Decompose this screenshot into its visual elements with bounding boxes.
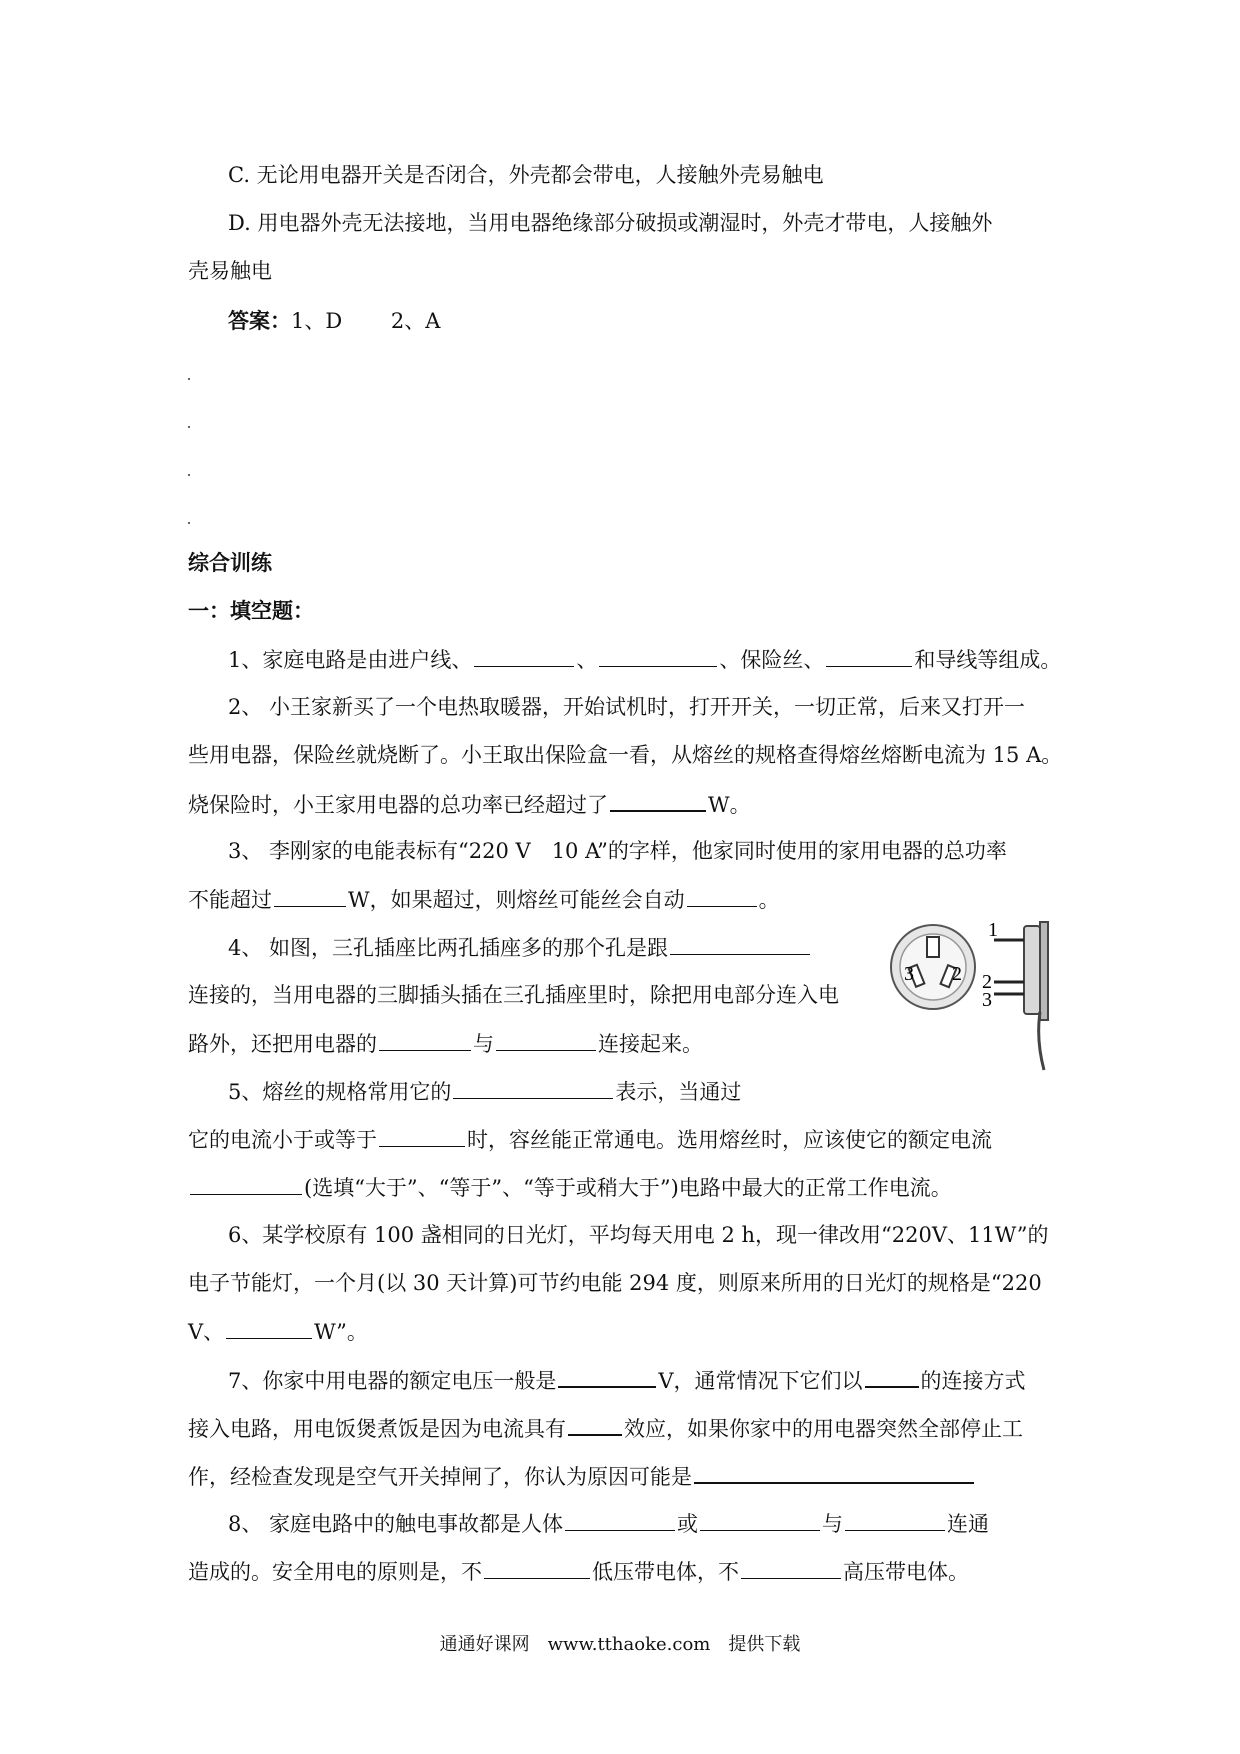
question-5-line2: 它的电流小于或等于 时，容丝能正常通电。选用熔丝时，应该使它的额定电流 <box>188 1124 1058 1155</box>
blank[interactable] <box>496 1028 596 1051</box>
question-7-line3: 作，经检查发现是空气开关掉闸了，你认为原因可能是 <box>188 1460 1058 1492</box>
blank[interactable] <box>687 884 757 907</box>
answer-label: 答案： <box>228 308 291 333</box>
question-2-line3: 烧保险时，小王家用电器的总功率已经超过了 W。 <box>188 788 1058 820</box>
blank[interactable] <box>568 1412 622 1436</box>
blank[interactable] <box>599 644 717 667</box>
question-7-line1: 7、你家中用电器的额定电压一般是 V，通常情况下它们以 的连接方式 <box>228 1364 1098 1396</box>
socket-label-3: 3 <box>904 963 914 985</box>
option-c: C. 无论用电器开关是否闭合，外壳都会带电，人接触外壳易触电 <box>228 163 824 187</box>
question-4-line3: 路外，还把用电器的 与 连接起来。 <box>188 1028 1058 1059</box>
page-footer: 通通好课网 www.tthaoke.com 提供下载 <box>439 1634 801 1655</box>
question-5-line1: 5、熔丝的规格常用它的 表示，当通过 <box>228 1076 1098 1107</box>
margin-dot <box>188 378 190 380</box>
blank[interactable] <box>826 644 912 667</box>
question-5-line3: (选填“大于”、“等于”、“等于或稍大于”)电路中最大的正常工作电流。 <box>188 1172 1058 1203</box>
question-3-line2: 不能超过 W，如果超过，则熔丝可能丝会自动 。 <box>188 884 1058 915</box>
pin-label-3: 3 <box>982 989 992 1011</box>
question-2-line2: 些用电器，保险丝就烧断了。小王取出保险盒一看，从熔丝的规格查得熔丝熔断电流为 15 A。 <box>188 743 1063 767</box>
blank[interactable] <box>558 1364 656 1388</box>
socket-face-icon <box>891 925 975 1009</box>
question-6-line2: 电子节能灯，一个月(以 30 天计算)可节约电能 294 度，则原来所用的日光灯的规格是“220 <box>188 1271 1042 1295</box>
question-1: 1、家庭电路是由进户线、 、 、保险丝、 和导线等组成。 <box>228 644 1098 675</box>
pin-label-2: 2 <box>982 971 992 993</box>
question-6-line3: V、 W”。 <box>188 1316 1058 1347</box>
blank[interactable] <box>274 884 346 907</box>
blank[interactable] <box>484 1556 590 1579</box>
margin-dot <box>188 522 190 524</box>
section-title: 综合训练 <box>188 550 272 575</box>
blank[interactable] <box>700 1508 820 1531</box>
margin-dot <box>188 474 190 476</box>
blank[interactable] <box>474 644 574 667</box>
option-d-line2: 壳易触电 <box>188 259 272 283</box>
question-8-line2: 造成的。安全用电的原则是，不 低压带电体，不 高压带电体。 <box>188 1556 1058 1587</box>
blank[interactable] <box>741 1556 841 1579</box>
blank[interactable] <box>694 1460 974 1484</box>
blank[interactable] <box>610 788 706 812</box>
question-4-line1: 4、 如图，三孔插座比两孔插座多的那个孔是跟 <box>228 932 1098 963</box>
blank[interactable] <box>865 1364 919 1388</box>
blank[interactable] <box>379 1124 465 1147</box>
question-6-line1: 6、某学校原有 100 盏相同的日光灯，平均每天用电 2 h，现一律改用“220V、11W”的 <box>228 1223 1049 1247</box>
answer-line <box>228 306 1098 336</box>
blank[interactable] <box>226 1316 312 1339</box>
socket-label-2: 2 <box>952 963 962 985</box>
blank[interactable] <box>453 1076 613 1099</box>
blank[interactable] <box>379 1028 471 1051</box>
answer-value: 1、D 2、A <box>291 309 441 333</box>
pin-label-1: 1 <box>988 919 998 941</box>
question-3-line1: 3、 李刚家的电能表标有“220 V 10 A”的字样，他家同时使用的家用电器的总功率 <box>228 839 1007 863</box>
question-7-line2: 接入电路，用电饭煲煮饭是因为电流具有 效应，如果你家中的用电器突然全部停止工 <box>188 1412 1058 1444</box>
margin-dot <box>188 426 190 428</box>
blank[interactable] <box>845 1508 945 1531</box>
blank[interactable] <box>565 1508 675 1531</box>
section-subtitle: 一：填空题： <box>188 598 314 623</box>
question-2-line1: 2、 小王家新买了一个电热取暖器，开始试机时，打开开关，一切正常，后来又打开一 <box>228 695 1026 719</box>
three-pin-plug-figure <box>886 912 1072 1074</box>
plug-side-icon <box>982 919 1048 1070</box>
question-4-line2: 连接的，当用电器的三脚插头插在三孔插座里时，除把用电部分连入电 <box>188 983 839 1007</box>
option-d-line1: D. 用电器外壳无法接地，当用电器绝缘部分破损或潮湿时，外壳才带电，人接触外 <box>228 211 993 235</box>
blank[interactable] <box>670 932 810 955</box>
question-8-line1: 8、 家庭电路中的触电事故都是人体 或 与 连通 <box>228 1508 1098 1539</box>
blank[interactable] <box>190 1172 302 1195</box>
